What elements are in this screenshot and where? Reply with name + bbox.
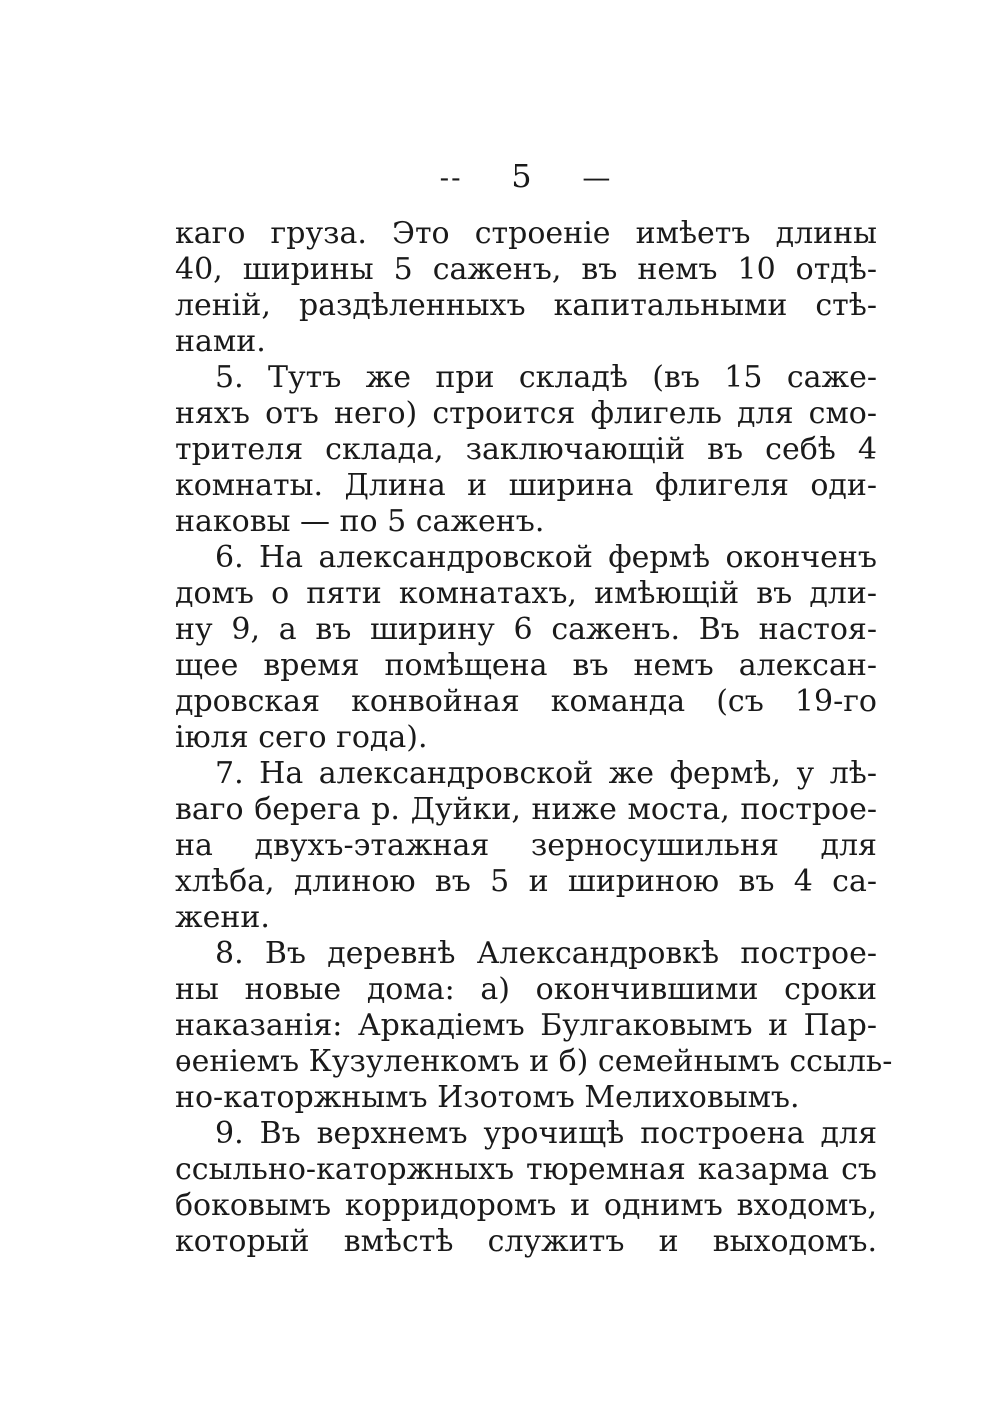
page-number-left-dash: -- — [439, 161, 463, 194]
text-line: жени. — [175, 900, 270, 935]
text-line: няхъ отъ него) строится флигель для смо- — [175, 396, 877, 431]
text-line: наковы — по 5 саженъ. — [175, 504, 545, 539]
text-line: ну 9, а въ ширину 6 саженъ. Въ настоя- — [175, 612, 877, 647]
page-number-right-dash: — — [582, 161, 613, 194]
text-line: іюля сего года). — [175, 720, 428, 755]
text-line: дровская конвойная команда (съ 19-го — [175, 684, 877, 719]
text-line: трителя склада, заключающій въ себѣ 4 — [175, 432, 877, 467]
text-line: нами. — [175, 324, 266, 359]
text-line: щее время помѣщена въ немъ алексан- — [175, 648, 877, 683]
text-line: который вмѣстѣ служитъ и выходомъ. — [175, 1224, 877, 1259]
text-line: на двухъ-этажная зерносушильня для — [175, 828, 877, 863]
paragraph-9-line: 9. Въ верхнемъ урочищѣ построена для — [215, 1116, 877, 1151]
paragraph-7-line: 7. На александровской же фермѣ, у лѣ- — [215, 756, 877, 791]
text-line: леній, раздѣленныхъ капитальными стѣ- — [175, 288, 877, 323]
text-line: но-каторжнымъ Изотомъ Мелиховымъ. — [175, 1080, 800, 1115]
text-line-annotated: домъ о пяти комнатахъ, имѣющій въ дли- — [175, 576, 877, 611]
text-line: хлѣба, длиною въ 5 и шириною въ 4 са- — [175, 864, 877, 899]
paragraph-6-line: 6. На александровской фермѣ оконченъ — [215, 540, 877, 575]
page-number-header — [175, 150, 877, 202]
text-line: 40, ширины 5 саженъ, въ немъ 10 отдѣ- — [175, 252, 877, 287]
body-text — [175, 216, 893, 1260]
text-line: наказанія: Аркадіемъ Булгаковымъ и Пар- — [175, 1008, 877, 1043]
text-line: каго груза. Это строеніе имѣетъ длины — [175, 216, 877, 251]
text-line: ваго берега р. Дуйки, ниже моста, построе- — [175, 792, 877, 827]
page-number: 5 — [511, 157, 534, 195]
paragraph-5-line: 5. Тутъ же при складѣ (въ 15 саже- — [215, 360, 877, 395]
paragraph-8-line: 8. Въ деревнѣ Александровкѣ построе- — [215, 936, 877, 971]
text-line: ѳеніемъ Кузуленкомъ и б) семейнымъ ссыль- — [175, 1044, 893, 1079]
document-page — [175, 150, 893, 1260]
text-line: боковымъ корридоромъ и однимъ входомъ, — [175, 1188, 877, 1223]
text-line: ссыльно-каторжныхъ тюремная казарма съ — [175, 1152, 877, 1187]
text-line: ны новые дома: а) окончившими сроки — [175, 972, 877, 1007]
text-line: комнаты. Длина и ширина флигеля оди- — [175, 468, 877, 503]
